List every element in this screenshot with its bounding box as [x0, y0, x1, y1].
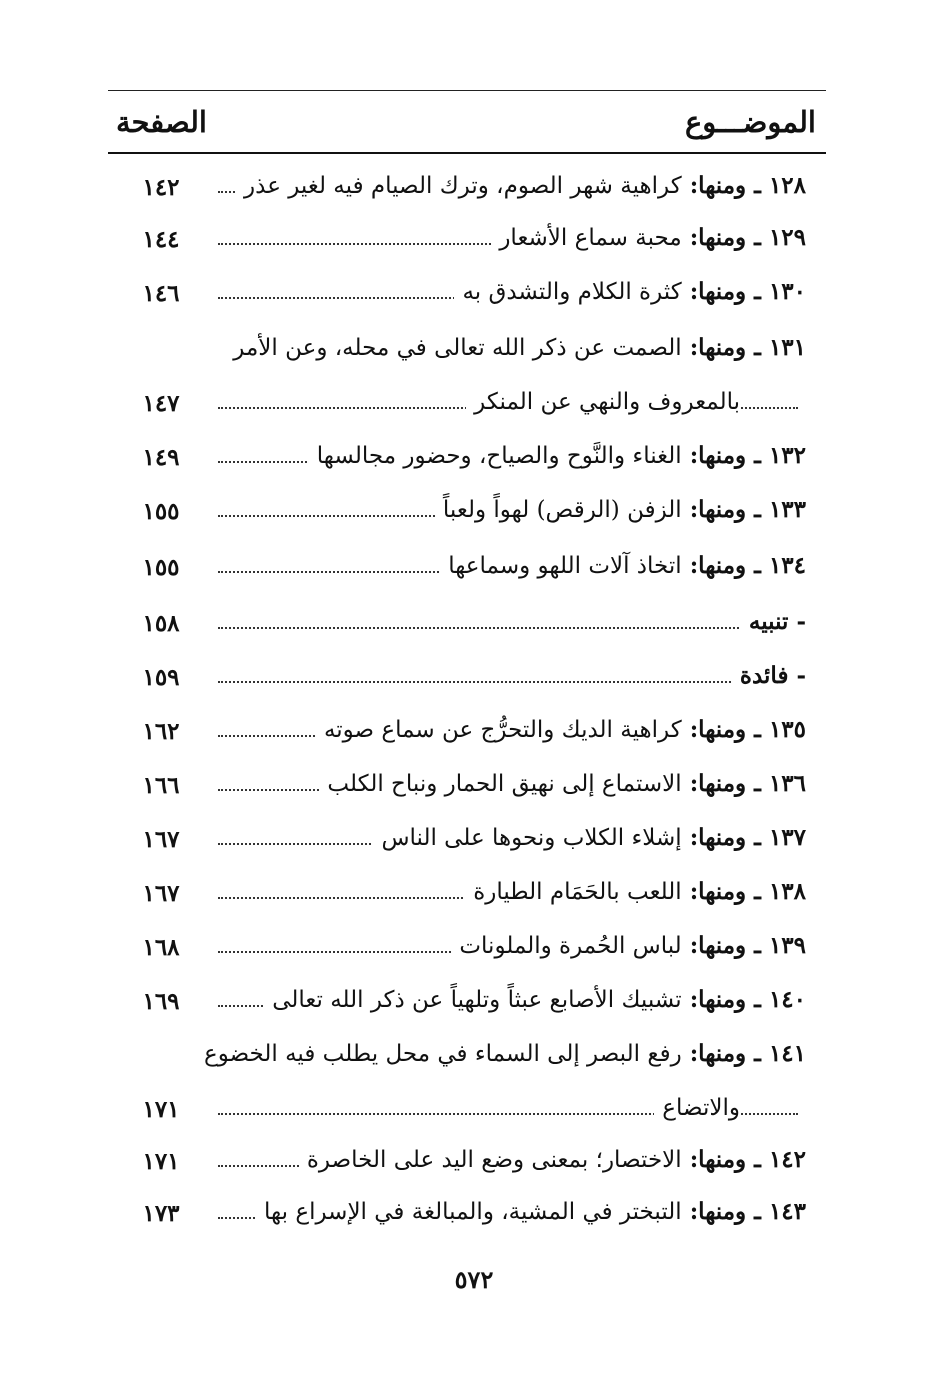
- toc-entry-continuation: [0, 382, 948, 422]
- entry-page-number: ١٤٤: [142, 226, 180, 253]
- entry-page-number: ١٥٨: [142, 610, 180, 637]
- entry-title: [465, 872, 806, 912]
- dot-leader: [218, 681, 798, 683]
- entry-prefix: ومنها:: [681, 770, 747, 797]
- toc-entry: [0, 602, 948, 642]
- toc-entry: [0, 656, 948, 696]
- entry-prefix: ومنها:: [681, 824, 747, 851]
- entry-title: [316, 710, 806, 750]
- toc-entry: [0, 710, 948, 750]
- entry-page-number: ١٦٧: [142, 826, 180, 853]
- toc-entry: [0, 490, 948, 530]
- entry-prefix: ومنها:: [681, 442, 747, 469]
- toc-entry: [0, 436, 948, 476]
- entry-text: اتخاذ آلات اللهو وسماعها: [448, 553, 682, 579]
- entry-page-number: ١٧٣: [142, 1200, 180, 1227]
- entry-title: [256, 1192, 806, 1232]
- toc-entry: [0, 764, 948, 804]
- entry-text: اللعب بالحَمَام الطيارة: [473, 879, 682, 905]
- entry-title: [236, 166, 806, 206]
- toc-entry-continuation: [0, 1088, 948, 1128]
- entry-number: ١٤٣ ـ: [746, 1198, 806, 1225]
- entry-text: الاختصار؛ بمعنى وضع اليد على الخاصرة: [306, 1147, 682, 1173]
- entry-page-number: ١٦٩: [142, 988, 180, 1015]
- toc-entry: [0, 328, 948, 368]
- entry-number: ١٣٩ ـ: [746, 932, 806, 959]
- entry-prefix: ومنها:: [681, 278, 747, 305]
- entry-prefix: ومنها:: [681, 1146, 747, 1173]
- entry-number: -: [788, 608, 806, 635]
- entry-prefix: ومنها:: [681, 172, 747, 199]
- toc-entry: [0, 1192, 948, 1232]
- toc-entry: [0, 926, 948, 966]
- entry-page-number: ١٧١: [142, 1096, 180, 1123]
- entry-text: رفع البصر إلى السماء في محل يطلب فيه الخضوع: [203, 1041, 682, 1067]
- entry-page-number: ١٤٦: [142, 280, 180, 307]
- entry-title: [264, 980, 806, 1020]
- entry-text: كراهية الديك والتحرُّج عن سماع صوته: [323, 717, 682, 743]
- entry-prefix: ومنها:: [681, 334, 747, 361]
- entry-prefix: ومنها:: [681, 496, 747, 523]
- entry-prefix: ومنها:: [681, 1040, 747, 1067]
- entry-prefix: ومنها:: [681, 986, 747, 1013]
- entry-text: الغناء والنَّوح والصياح، وحضور مجالسها: [316, 443, 682, 469]
- entry-title: [319, 764, 806, 804]
- toc-entry: [0, 546, 948, 586]
- entry-number: ١٣٧ ـ: [746, 824, 806, 851]
- toc-entry: [0, 980, 948, 1020]
- entry-title: [741, 602, 806, 642]
- entry-number: ١٣٥ ـ: [746, 716, 806, 743]
- entry-prefix: ومنها:: [681, 932, 747, 959]
- entry-page-number: ١٥٩: [142, 664, 180, 691]
- toc-entry: [0, 218, 948, 258]
- page-number: ٥٧٢: [454, 1265, 494, 1294]
- entry-text: إشلاء الكلاب ونحوها على الناس: [381, 825, 682, 851]
- entry-number: -: [788, 662, 806, 689]
- entry-title: [491, 218, 806, 258]
- entry-prefix: ومنها:: [681, 1198, 747, 1225]
- entry-text: تنبيه: [748, 608, 789, 635]
- entry-title: [440, 546, 806, 586]
- toc-entry: [0, 872, 948, 912]
- entry-page-number: ١٦٨: [142, 934, 180, 961]
- entry-title: [454, 272, 806, 312]
- entry-page-number: ١٤٩: [142, 444, 180, 471]
- entry-page-number: ١٤٧: [142, 390, 180, 417]
- entry-number: ١٤٢ ـ: [746, 1146, 806, 1173]
- entry-number: ١٣٨ ـ: [746, 878, 806, 905]
- entry-text: الصمت عن ذكر الله تعالى في محله، وعن الأمر: [233, 335, 682, 361]
- entry-number: ١٣٤ ـ: [746, 552, 806, 579]
- entry-title: [225, 328, 806, 368]
- entry-text: لباس الحُمرة والملونات: [459, 933, 682, 959]
- toc-entry: [0, 166, 948, 206]
- entry-text: كثرة الكلام والتشدق به: [462, 279, 682, 305]
- entry-page-number: ١٥٥: [142, 554, 180, 581]
- toc-entry: [0, 1140, 948, 1180]
- entry-page-number: ١٧١: [142, 1148, 180, 1175]
- entry-page-number: ١٥٥: [142, 498, 180, 525]
- entry-title: [435, 490, 806, 530]
- entry-title: [451, 926, 806, 966]
- entry-title: [309, 436, 806, 476]
- entry-page-number: ١٤٢: [142, 174, 180, 201]
- entry-text: محبة سماع الأشعار: [499, 225, 682, 251]
- entry-page-number: ١٦٦: [142, 772, 180, 799]
- entry-title: [299, 1140, 806, 1180]
- entry-text: التبختر في المشية، والمبالغة في الإسراع بها: [264, 1199, 682, 1225]
- entry-text: كراهية شهر الصوم، وترك الصيام فيه لغير عذر: [244, 173, 682, 199]
- entry-number: ١٣٦ ـ: [746, 770, 806, 797]
- entry-title: [732, 656, 806, 696]
- entry-number: ١٣٢ ـ: [746, 442, 806, 469]
- topic-column-header: الموضـــوع: [684, 105, 816, 139]
- entry-title: [373, 818, 806, 858]
- dot-leader: [218, 627, 798, 629]
- entry-number: ١٣٠ ـ: [746, 278, 806, 305]
- toc-entry: [0, 818, 948, 858]
- entry-title: [196, 1034, 806, 1074]
- entry-number: ١٢٨ ـ: [746, 172, 806, 199]
- toc-entry: [0, 1034, 948, 1074]
- entry-prefix: ومنها:: [681, 224, 747, 251]
- entry-page-number: ١٦٢: [142, 718, 180, 745]
- toc-entry: [0, 272, 948, 312]
- entry-number: ١٢٩ ـ: [746, 224, 806, 251]
- entry-text: الاستماع إلى نهيق الحمار ونباح الكلب: [327, 771, 682, 797]
- entry-page-number: ١٦٧: [142, 880, 180, 907]
- entry-number: ١٣١ ـ: [746, 334, 806, 361]
- entry-text: فائدة: [739, 662, 789, 689]
- page-column-header: الصفحة: [116, 105, 207, 139]
- entry-prefix: ومنها:: [681, 716, 747, 743]
- entry-number: ١٤١ ـ: [746, 1040, 806, 1067]
- entry-title-continuation: بالمعروف والنهي عن المنكر: [466, 382, 740, 422]
- entry-number: ١٤٠ ـ: [746, 986, 806, 1013]
- entry-number: ١٣٣ ـ: [746, 496, 806, 523]
- entry-title-continuation: والاتضاع: [654, 1088, 740, 1128]
- entry-text: تشبيك الأصابع عبثاً وتلهياً عن ذكر الله تعالى: [272, 987, 682, 1013]
- entry-text: الزفن (الرقص) لهواً ولعباً: [442, 497, 682, 523]
- entry-prefix: ومنها:: [681, 878, 747, 905]
- entry-prefix: ومنها:: [681, 552, 747, 579]
